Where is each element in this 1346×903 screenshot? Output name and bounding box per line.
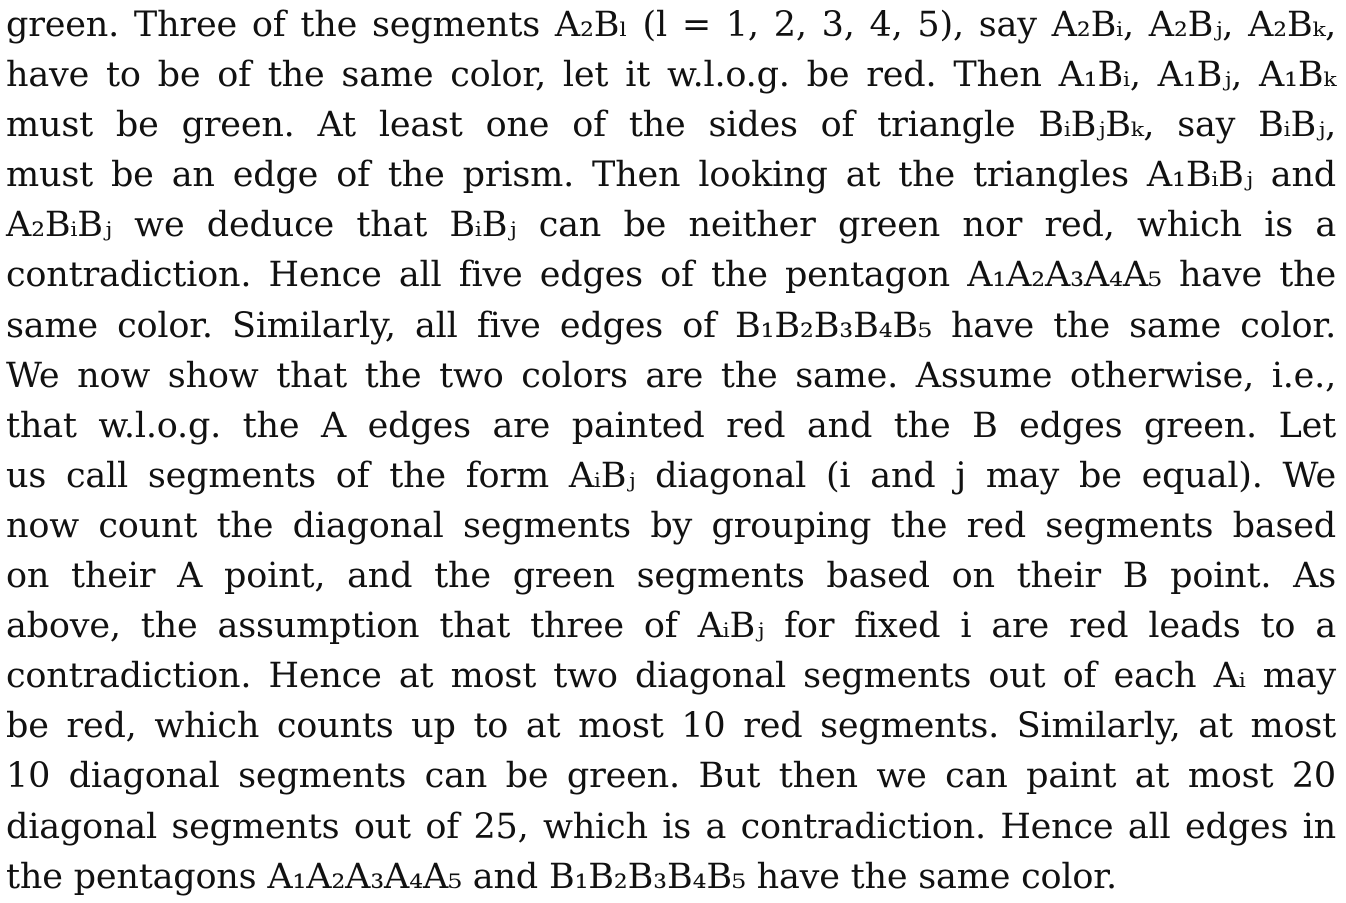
text-line: on their A point, and the green segments based on their B point. As: [6, 556, 1336, 597]
text-line: that w.l.o.g. the A edges are painted red and the B edges green. Let: [6, 405, 1336, 446]
text-line: us call segments of the form AᵢBⱼ diagonal (i and j may be equal). We: [6, 455, 1336, 496]
text-line: above, the assumption that three of AᵢBⱼ for fixed i are red leads to a: [6, 606, 1336, 647]
text-line: 10 diagonal segments can be green. But then we can paint at most 20: [6, 756, 1336, 797]
text-line: diagonal segments out of 25, which is a contradiction. Hence all edges in: [6, 806, 1336, 847]
text-line: same color. Similarly, all five edges of B₁B₂B₃B₄B₅ have the same color.: [6, 305, 1336, 346]
text-line: the pentagons A₁A₂A₃A₄A₅ and B₁B₂B₃B₄B₅ have the same color.: [6, 856, 1117, 897]
text-line: be red, which counts up to at most 10 red segments. Similarly, at most: [6, 706, 1336, 747]
text-line: have to be of the same color, let it w.l.o.g. be red. Then A₁Bᵢ, A₁Bⱼ, A₁Bₖ: [6, 55, 1336, 96]
text-line: now count the diagonal segments by grouping the red segments based: [6, 505, 1336, 546]
proof-paragraph: [6, 0, 1336, 902]
text-line: We now show that the two colors are the same. Assume otherwise, i.e.,: [6, 355, 1336, 396]
text-line: must be green. At least one of the sides of triangle BᵢBⱼBₖ, say BᵢBⱼ,: [6, 105, 1336, 146]
text-line: A₂BᵢBⱼ we deduce that BᵢBⱼ can be neither green nor red, which is a: [6, 205, 1336, 246]
text-line: contradiction. Hence all five edges of the pentagon A₁A₂A₃A₄A₅ have the: [6, 255, 1336, 296]
text-line: contradiction. Hence at most two diagonal segments out of each Aᵢ may: [6, 656, 1336, 697]
text-line: green. Three of the segments A₂Bₗ (l = 1, 2, 3, 4, 5), say A₂Bᵢ, A₂Bⱼ, A₂Bₖ,: [6, 5, 1336, 45]
text-line: must be an edge of the prism. Then looking at the triangles A₁BᵢBⱼ and: [6, 155, 1336, 196]
